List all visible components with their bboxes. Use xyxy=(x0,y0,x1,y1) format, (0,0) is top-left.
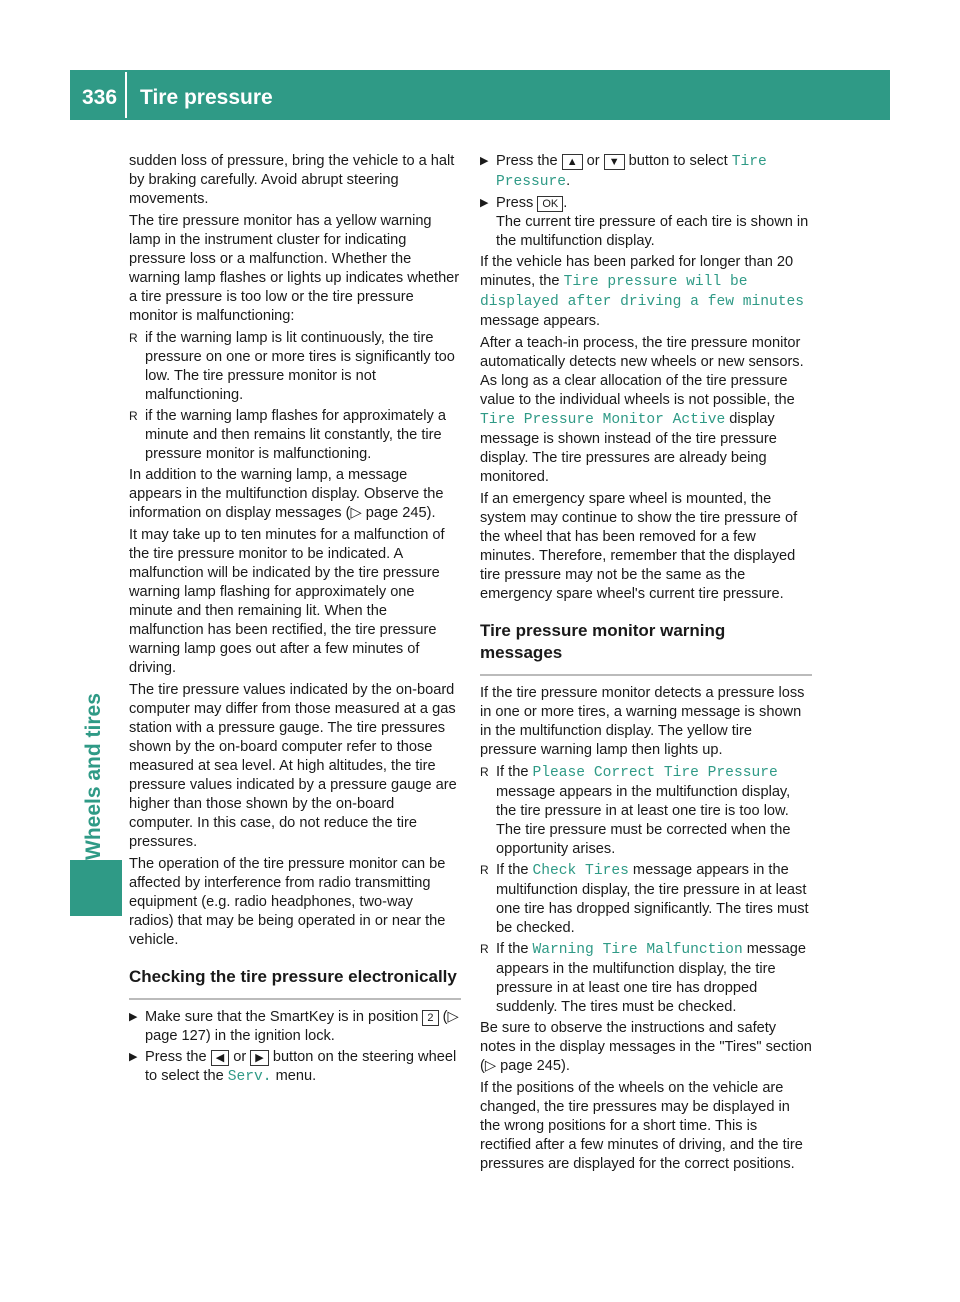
step-text: (▷ page 127) in the ignition lock. xyxy=(145,1009,459,1044)
page-number: 336 xyxy=(82,86,118,109)
section-heading: Checking the tire pressure electronically xyxy=(129,966,461,1000)
down-button-icon: ▼ xyxy=(604,154,625,170)
step-item: ▶ Press the ▲ or ▼ button to select Tire Pressure. xyxy=(480,152,812,192)
list-item: R if the warning lamp is lit continuously, the tire pressure on one or more tires is significantly too low. The tire pressure monitor is not malfunctioning. xyxy=(129,329,461,405)
ok-button-icon: OK xyxy=(537,196,563,212)
display-message: Tire pressure will be displayed after driving a few minutes xyxy=(480,274,805,310)
list-text: message appears in the multifunction display, the tire pressure in at least one tire has dropped suddenly. The tires must be checked. xyxy=(496,941,806,1015)
list-text: If the xyxy=(496,862,529,878)
list-text: message appears in the multifunction display, the tire pressure in at least one tire has dropped significantly. The tires must be checked. xyxy=(496,862,809,936)
step-text: Press the xyxy=(145,1049,207,1065)
paragraph-text: After a teach-in process, the tire pressure monitor automatically detects new wheels or new sensors. As long as a clear allocation of the tire pressure value to the individual wheels is not possible, the xyxy=(480,335,804,408)
list-item: R if the warning lamp flashes for approximately a minute and then remains lit constantly, the tire pressure monitor is malfunctioning. xyxy=(129,407,461,464)
right-column xyxy=(480,152,812,1177)
paragraph-text: message appears. xyxy=(480,313,601,329)
list-text: If the xyxy=(496,764,529,780)
section-side-label: Wheels and tires xyxy=(82,693,105,860)
step-text: button on the steering wheel to select the xyxy=(145,1049,457,1084)
paragraph-text: display message is shown instead of the tire pressure display. The tire pressures are already being monitored. xyxy=(480,411,777,485)
left-column xyxy=(129,152,461,1089)
step-text: Press the xyxy=(496,153,558,169)
step-item xyxy=(129,1048,461,1087)
paragraph: The tire pressure monitor has a yellow warning lamp in the instrument cluster for indicating pressure loss or a malfunction. Whether the warning lamp flashes or lights up indicates whether a tire pressure is too low or the tire pressure monitor is malfunctioning: xyxy=(129,213,460,324)
right-button-icon: ▶ xyxy=(250,1050,268,1066)
paragraph-text: If the vehicle has been parked for longer than 20 minutes, the xyxy=(480,254,794,289)
paragraph: The operation of the tire pressure monitor can be affected by interference from radio transmitting equipment (e.g. radio headphones, two-way radios) that may be being operated in or near the vehicle. xyxy=(129,856,446,948)
list-text: message appears in the multifunction display, the tire pressure in at least one tire is too low. The tire pressure must be corrected when the opportunity arises. xyxy=(496,784,791,857)
paragraph: It may take up to ten minutes for a malfunction of the tire pressure monitor to be indicated. A malfunction will be indicated by the tire pressure warning lamp flashing for approximately one minute and then remaining lit. When the malfunction has been rectified, the tire pressure warning lamp goes out after a few minutes of driving. xyxy=(129,527,445,676)
display-message: Please Correct Tire Pressure xyxy=(532,765,778,781)
section-heading: Tire pressure monitor warning messages xyxy=(480,620,812,676)
display-menu-name: Tire Pressure xyxy=(496,154,767,190)
step-item: ▶ Press OK . The current tire pressure of each tire is shown in the multifunction display. xyxy=(480,194,812,251)
list-text: If the xyxy=(496,941,529,957)
paragraph: In addition to the warning lamp, a message appears in the multifunction display. Observe the information on display messages (▷ page 245). xyxy=(129,467,444,521)
side-tab-block xyxy=(70,860,122,916)
display-menu-name: Serv. xyxy=(227,1069,272,1085)
display-message: Tire Pressure Monitor Active xyxy=(480,412,726,428)
list-item xyxy=(480,940,812,1017)
step-text: Press xyxy=(496,195,534,211)
step-text: Make sure that the SmartKey is in position xyxy=(145,1009,419,1025)
step-item xyxy=(129,1008,461,1046)
paragraph xyxy=(480,253,812,331)
display-message: Check Tires xyxy=(532,863,629,879)
display-message: Warning Tire Malfunction xyxy=(532,942,743,958)
list-item xyxy=(480,763,812,859)
left-button-icon: ◀ xyxy=(211,1050,229,1066)
paragraph: sudden loss of pressure, bring the vehicle to a halt by braking carefully. Avoid abrupt steering movements. xyxy=(129,153,455,207)
list-item xyxy=(480,861,812,938)
step-text: or xyxy=(586,153,600,169)
step-text: menu. xyxy=(275,1068,317,1084)
key-symbol: 2 xyxy=(422,1010,438,1026)
up-button-icon: ▲ xyxy=(562,154,583,170)
step-text: button to select xyxy=(628,153,728,169)
paragraph: If the positions of the wheels on the vehicle are changed, the tire pressures may be displayed in the wrong positions for a short time. This is rectified after a few minutes of driving, and the tire pressures are displayed for the correct positions. xyxy=(480,1080,803,1172)
paragraph xyxy=(480,334,812,487)
step-text: The current tire pressure of each tire is shown in the multifunction display. xyxy=(496,214,809,249)
page-title: Tire pressure xyxy=(140,86,273,109)
paragraph: If the tire pressure monitor detects a pressure loss in one or more tires, a warning message is shown in the multifunction display. The yellow tire pressure warning lamp then lights up. xyxy=(480,685,805,758)
header-divider xyxy=(125,72,127,118)
step-text: or xyxy=(233,1049,247,1065)
paragraph: The tire pressure values indicated by the on-board computer may differ from those measured at a gas station with a pressure gauge. The tire pressures shown by the on-board computer refer to those measured at sea level. At high altitudes, the tire pressure values indicated by a pressure gauge are higher than those shown by the on-board computer. In this case, do not reduce the tire pressures. xyxy=(129,682,457,850)
paragraph: Be sure to observe the instructions and safety notes in the display messages in the "Tires" section (▷ page 245). xyxy=(480,1020,812,1074)
paragraph: If an emergency spare wheel is mounted, the system may continue to show the tire pressure of the wheel that has been removed for a few minutes. Therefore, remember that the displayed tire pressure may not be the same as the emergency spare wheel's current tire pressure. xyxy=(480,491,798,602)
